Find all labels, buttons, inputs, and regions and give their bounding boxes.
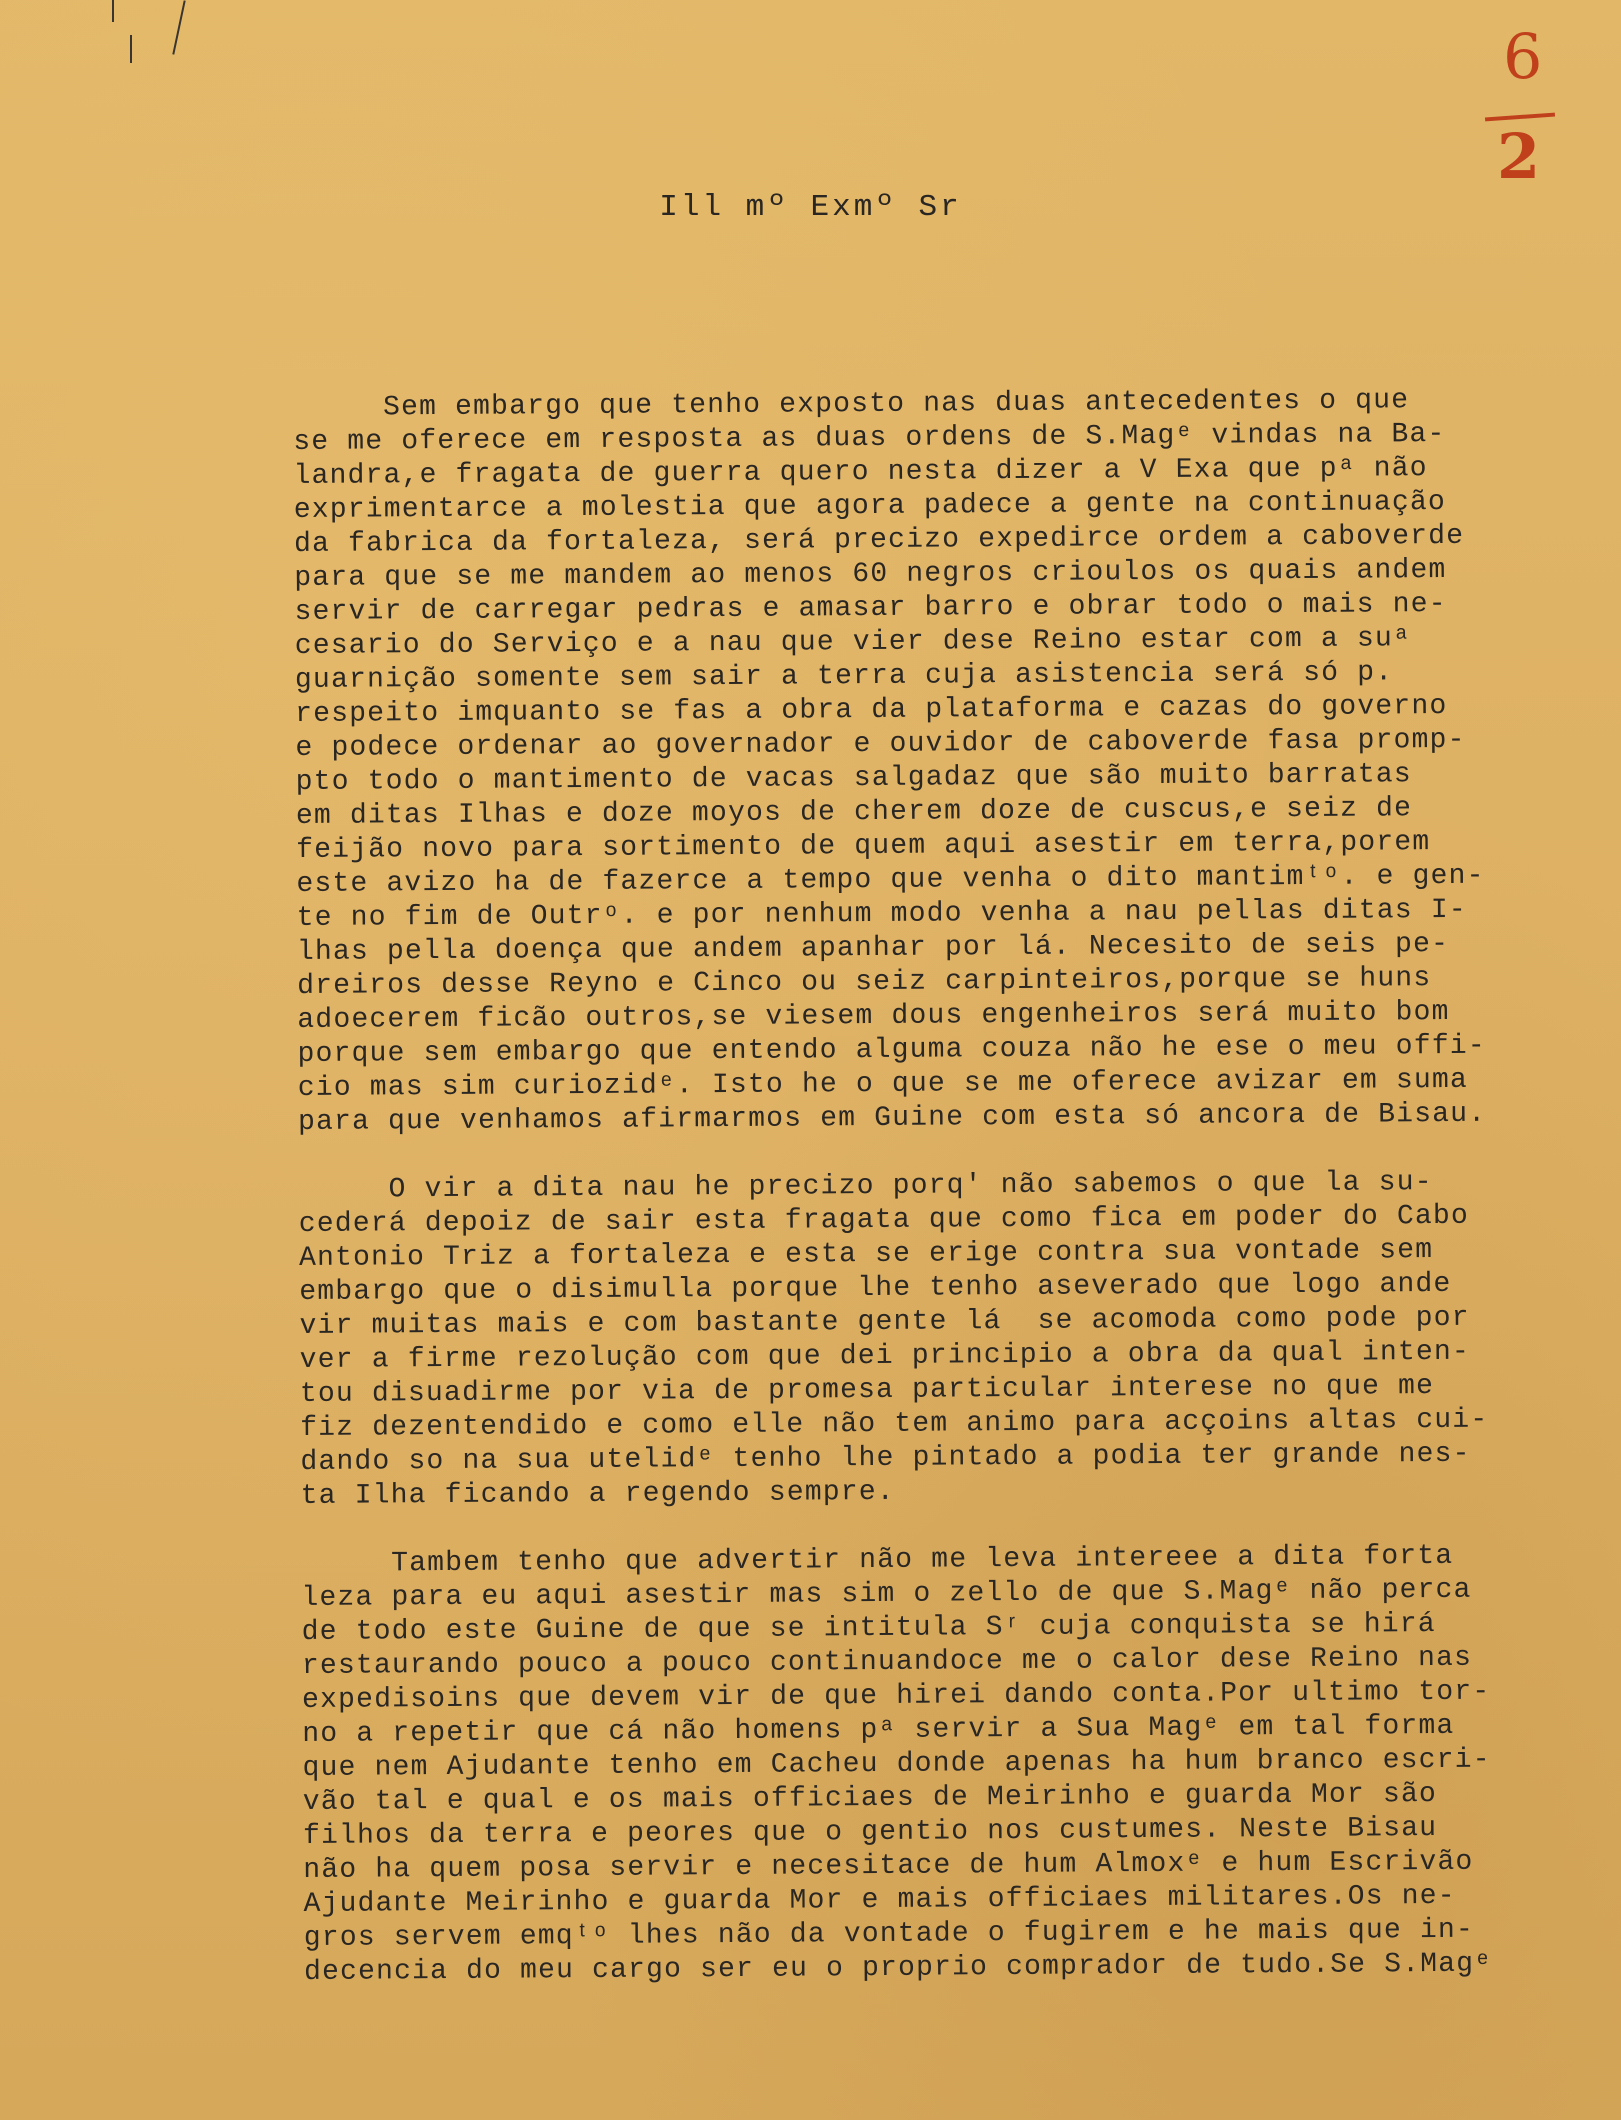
text-line: da fabrica da fortaleza, será precizo expedirce ordem a caboverde xyxy=(293,520,1465,560)
text-line: se me oferece em resposta as duas ordens de S.Magᵉ vindas na Ba- xyxy=(293,418,1446,458)
text-line: de todo este Guine de que se intitula Sʳ cuja conquista se hirá xyxy=(301,1609,1436,1648)
text-line: expedisoins que devem vir de que hirei dando conta.Por ultimo tor- xyxy=(302,1676,1491,1716)
text-line: cesario do Serviço e a nau que vier dese Reino estar com a suᵃ xyxy=(294,623,1412,662)
text-line: ver a firme rezolução com que dei principio a obra da qual inten- xyxy=(299,1336,1471,1376)
text-line: Tambem tenho que advertir não me leva intereee a dita forta xyxy=(301,1540,1454,1580)
text-line: guarnição somente sem sair a terra cuja asistencia será só p. xyxy=(294,657,1394,696)
text-line: decencia do meu cargo ser eu o proprio comprador de tudo.Se S.Magᵉ xyxy=(303,1948,1493,1988)
text-line: Sem embargo que tenho exposto nas duas antecedentes o que xyxy=(293,385,1410,424)
text-line: leza para eu aqui asestir mas sim o zello de que S.Magᵉ não perca xyxy=(301,1574,1472,1614)
text-line: lhas pella doença que andem apanhar por lá. Necesito de seis pe- xyxy=(296,928,1450,968)
text-line: cio mas sim curiozidᵉ. Isto he o que se me oferece avizar em suma xyxy=(297,1064,1469,1104)
text-line: servir de carregar pedras e amasar barro e obrar todo o mais ne- xyxy=(294,588,1447,628)
text-line: fiz dezentendido e como elle não tem animo para acçoins altas cui- xyxy=(300,1404,1489,1444)
paragraph xyxy=(293,383,1618,1140)
text-line: restaurando pouco a pouco continuandoce me o calor dese Reino nas xyxy=(301,1642,1473,1682)
text-line: para que se me mandem ao menos 60 negros crioulos os quais andem xyxy=(294,554,1447,594)
text-line: adoecerem ficão outros,se viesem dous engenheiros será muito bom xyxy=(297,996,1450,1036)
text-line: vão tal e qual e os mais officiaes de Meirinho e guarda Mor são xyxy=(302,1779,1438,1818)
text-line: dreiros desse Reyno e Cinco ou seiz carpinteiros,porque se huns xyxy=(297,963,1432,1002)
text-line: landra,e fragata de guerra quero nesta dizer a V Exa que pᵃ não xyxy=(293,453,1428,492)
edge-mark xyxy=(172,0,185,54)
paragraph xyxy=(298,1165,1620,1514)
letter-body xyxy=(293,383,1621,1990)
text-line: dando so na sua utelidᵉ tenho lhe pintado a podia ter grande nes- xyxy=(300,1438,1471,1478)
text-line: pto todo o mantimento de vacas salgadaz que são muito barratas xyxy=(295,759,1412,798)
text-line: Ajudante Meirinho e guarda Mor e mais officiaes militares.Os ne- xyxy=(303,1880,1456,1920)
text-line: no a repetir que cá não homens pᵃ servir a Sua Magᵉ em tal forma xyxy=(302,1710,1455,1750)
text-line: porque sem embargo que entendo alguma couza não he ese o meu offi- xyxy=(297,1030,1486,1070)
text-line: que nem Ajudante tenho em Cacheu donde apenas ha hum branco escri- xyxy=(302,1744,1491,1784)
edge-mark xyxy=(130,35,132,63)
text-line: vir muitas mais e com bastante gente lá se acomoda como pode por xyxy=(299,1302,1470,1342)
text-line: embargo que o disimulla porque lhe tenho aseverado que logo ande xyxy=(299,1268,1452,1308)
text-line: feijão novo para sortimento de quem aqui asestir em terra,porem xyxy=(296,827,1431,866)
text-line: O vir a dita nau he precizo porq' não sabemos o que la su- xyxy=(298,1167,1433,1206)
text-line: exprimentarce a molestia que agora padece a gente na continuação xyxy=(293,486,1447,526)
text-line: cederá depoiz de sair esta fragata que como fica em poder do Cabo xyxy=(298,1200,1470,1240)
text-line: filhos da terra e peores que o gentio nos custumes. Neste Bisau xyxy=(302,1813,1438,1852)
edge-mark xyxy=(112,0,114,22)
text-line: este avizo ha de fazerce a tempo que venha o dito mantimᵗᵒ. e gen- xyxy=(296,860,1485,900)
folio-top: 6 xyxy=(1503,20,1543,93)
paragraph xyxy=(301,1539,1621,1990)
folio-bottom: 2 xyxy=(1497,120,1541,193)
text-line: tou disuadirme por via de promesa particular interese no que me xyxy=(299,1371,1435,1410)
text-line: e podece ordenar ao governador e ouvidor de caboverde fasa promp- xyxy=(295,724,1466,764)
text-line: ta Ilha ficando a regendo sempre. xyxy=(300,1476,895,1512)
text-line: respeito imquanto se fas a obra da plataforma e cazas do governo xyxy=(295,690,1448,730)
text-line: em ditas Ilhas e doze moyos de cherem doze de cuscus,e seiz de xyxy=(295,793,1413,832)
folio-number xyxy=(1475,20,1565,193)
text-line: não ha quem posa servir e necesitace de hum Almoxᵉ e hum Escrivão xyxy=(303,1846,1474,1886)
text-line: gros servem emqᵗᵒ lhes não da vontade o fugirem e he mais que in- xyxy=(303,1914,1475,1954)
text-line: te no fim de Outrᵒ. e por nenhum modo venha a nau pellas ditas I- xyxy=(296,894,1467,934)
text-line: para que venhamos afirmarmos em Guine com esta só ancora de Bisau. xyxy=(297,1098,1487,1138)
salutation: Ill mº Exmº Sr xyxy=(659,190,962,225)
text-line: Antonio Triz a fortaleza e esta se erige contra sua vontade sem xyxy=(298,1235,1434,1274)
